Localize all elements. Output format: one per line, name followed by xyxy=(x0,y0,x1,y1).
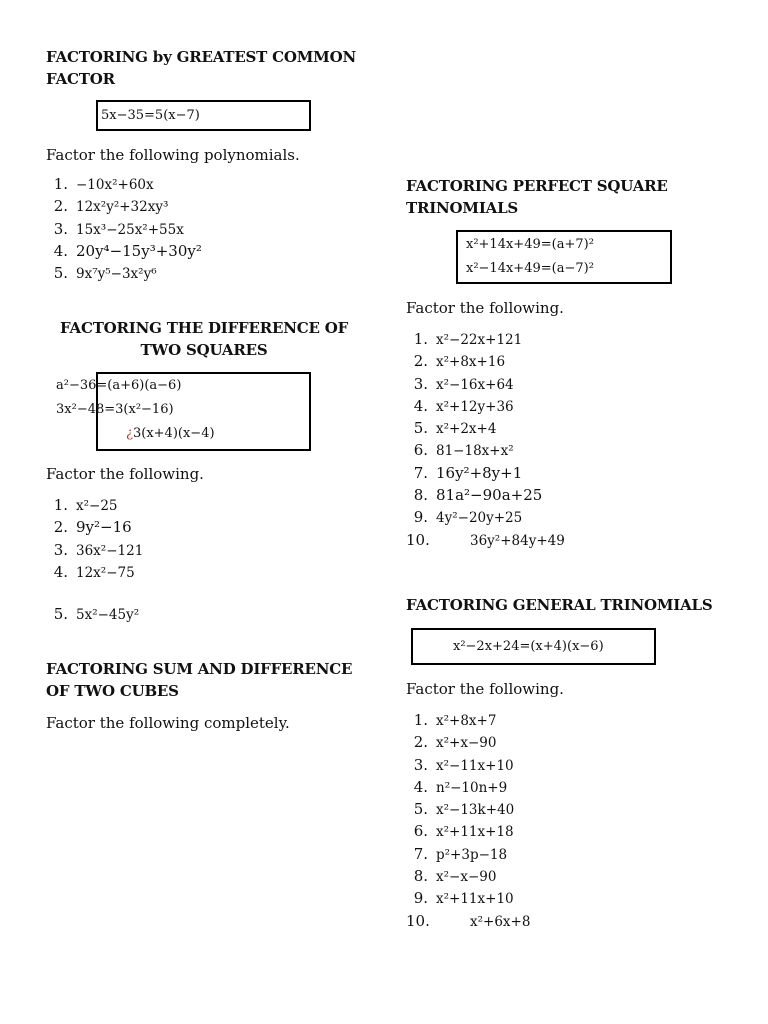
list-item xyxy=(406,464,565,486)
item-number: 2. xyxy=(53,197,68,216)
pst-instruction: Factor the following. xyxy=(406,299,564,317)
item-expression: 81−18x+x² xyxy=(436,443,514,460)
item-expression: x²+8x+7 xyxy=(436,713,497,729)
item-expression: 16y²+8y+1 xyxy=(436,463,523,482)
item-number: 3. xyxy=(53,540,68,559)
item-number: 4. xyxy=(413,777,428,796)
list-item xyxy=(46,175,202,197)
list-item xyxy=(406,375,565,397)
item-number: 1. xyxy=(413,711,428,729)
dts-example-line3 xyxy=(56,422,215,446)
pst-example-box xyxy=(456,230,672,284)
list-item xyxy=(46,563,143,585)
list-item xyxy=(406,822,530,844)
dts-list xyxy=(46,496,143,585)
gt-title: FACTORING GENERAL TRINOMIALS xyxy=(406,596,713,614)
pst-example-line1: x²+14x+49=(a+7)² xyxy=(466,237,594,252)
item-expression: x²+12y+36 xyxy=(436,398,514,415)
item-expression: x²+2x+4 xyxy=(436,421,497,438)
list-item xyxy=(406,441,565,463)
list-item xyxy=(406,800,530,822)
list-item xyxy=(406,397,565,419)
item-expression: x²+8x+16 xyxy=(436,354,506,371)
pst-title-line2: TRINOMIALS xyxy=(406,199,519,217)
item-expression: 5x²−45y² xyxy=(76,607,140,623)
gcf-list xyxy=(46,175,202,286)
item-number: 5. xyxy=(53,264,68,283)
dts-list-continued xyxy=(46,605,139,627)
pst-list xyxy=(406,330,565,553)
item-number: 2. xyxy=(413,733,428,752)
list-item xyxy=(46,242,202,264)
item-expression: 36y²+84y+49 xyxy=(470,532,565,549)
item-number: 1. xyxy=(413,330,428,348)
item-expression: x²+x−90 xyxy=(436,735,497,752)
list-item xyxy=(406,889,530,911)
item-expression: 20y⁴−15y³+30y² xyxy=(76,241,202,260)
gcf-instruction: Factor the following polynomials. xyxy=(46,146,300,164)
dts-instruction: Factor the following. xyxy=(46,465,204,483)
gcf-section xyxy=(46,46,366,90)
item-expression: x²−25 xyxy=(76,498,118,514)
item-expression: x²+11x+18 xyxy=(436,824,514,841)
cubes-title-line1: FACTORING SUM AND DIFFERENCE xyxy=(46,660,353,678)
item-expression: 4y²−20y+25 xyxy=(436,510,523,527)
list-item xyxy=(406,912,530,934)
gt-list xyxy=(406,711,530,934)
list-item xyxy=(46,518,143,540)
item-number: 6. xyxy=(413,822,428,841)
item-expression: 81a²−90a+25 xyxy=(436,486,543,505)
dts-section xyxy=(46,317,362,361)
item-number: 2. xyxy=(413,352,428,371)
list-item xyxy=(46,197,202,219)
list-item xyxy=(406,733,530,755)
item-expression: 12x²−75 xyxy=(76,564,135,581)
list-item xyxy=(46,541,143,563)
item-number: 5. xyxy=(413,800,428,819)
item-number: 9. xyxy=(413,889,428,908)
list-item xyxy=(406,330,565,352)
item-expression: x²−x−90 xyxy=(436,869,497,886)
item-number: 4. xyxy=(53,241,68,260)
list-item xyxy=(406,531,565,553)
dts-example xyxy=(56,374,215,446)
dts-example-line3-text: 3(x+4)(x−4) xyxy=(132,426,215,441)
item-number: 3. xyxy=(53,219,68,238)
dts-example-line1: a²−36=(a+6)(a−6) xyxy=(56,378,182,393)
list-item xyxy=(46,220,202,242)
item-expression: 15x³−25x²+55x xyxy=(76,221,184,238)
pst-example-line2: x²−14x+49=(a−7)² xyxy=(466,261,594,276)
dts-example-line2: 3x²−48=3(x²−16) xyxy=(56,402,174,417)
item-expression: x²−16x+64 xyxy=(436,376,514,393)
cubes-instruction: Factor the following completely. xyxy=(46,714,290,732)
item-expression: 9y²−16 xyxy=(76,518,132,537)
item-number: 10. xyxy=(406,530,430,549)
list-item xyxy=(46,496,143,518)
list-item xyxy=(406,352,565,374)
item-expression: p²+3p−18 xyxy=(436,846,508,863)
item-number: 9. xyxy=(413,508,428,527)
gt-example: x²−2x+24=(x+4)(x−6) xyxy=(453,639,604,654)
dts-example-mark: ¿ xyxy=(126,426,133,441)
gcf-title: FACTORING by GREATEST COMMON FACTOR xyxy=(46,48,356,88)
list-item xyxy=(46,605,139,627)
item-number: 2. xyxy=(53,518,68,537)
item-number: 4. xyxy=(413,396,428,415)
dts-title-line1: FACTORING THE DIFFERENCE OF xyxy=(59,319,349,337)
gcf-example: 5x−35=5(x−7) xyxy=(101,108,200,123)
item-number: 7. xyxy=(413,844,428,863)
list-item xyxy=(406,711,530,733)
item-expression: 9x⁷y⁵−3x²y⁶ xyxy=(76,266,157,283)
item-number: 6. xyxy=(413,441,428,460)
item-expression: n²−10n+9 xyxy=(436,779,508,796)
item-expression: x²−11x+10 xyxy=(436,757,514,774)
cubes-title-line2: OF TWO CUBES xyxy=(46,682,179,700)
list-item xyxy=(406,778,530,800)
list-item xyxy=(406,486,565,508)
item-number: 4. xyxy=(53,562,68,581)
item-expression: 12x²y²+32xy³ xyxy=(76,199,169,216)
cubes-section xyxy=(46,658,366,702)
item-expression: −10x²+60x xyxy=(76,177,154,193)
item-number: 5. xyxy=(53,605,68,623)
item-number: 8. xyxy=(413,867,428,886)
list-item xyxy=(406,508,565,530)
item-number: 3. xyxy=(413,374,428,393)
list-item xyxy=(406,756,530,778)
item-expression: 36x²−121 xyxy=(76,542,144,559)
list-item xyxy=(46,264,202,286)
list-item xyxy=(406,867,530,889)
item-number: 7. xyxy=(413,463,428,482)
item-number: 8. xyxy=(413,486,428,505)
gt-section xyxy=(406,594,736,616)
item-number: 1. xyxy=(53,496,68,514)
item-expression: x²+11x+10 xyxy=(436,891,514,908)
pst-section xyxy=(406,175,726,219)
item-expression: x²+6x+8 xyxy=(470,913,531,930)
dts-title-line2: TWO SQUARES xyxy=(140,341,268,359)
list-item xyxy=(406,845,530,867)
gcf-example-box xyxy=(96,100,311,131)
item-expression: x²−22x+121 xyxy=(436,332,523,348)
item-expression: x²−13k+40 xyxy=(436,802,515,819)
gt-example-box xyxy=(411,628,656,665)
item-number: 5. xyxy=(413,419,428,438)
gt-instruction: Factor the following. xyxy=(406,680,564,698)
pst-title-line1: FACTORING PERFECT SQUARE xyxy=(406,177,668,195)
list-item xyxy=(406,419,565,441)
item-number: 3. xyxy=(413,755,428,774)
item-number: 10. xyxy=(406,911,430,930)
item-number: 1. xyxy=(53,175,68,193)
